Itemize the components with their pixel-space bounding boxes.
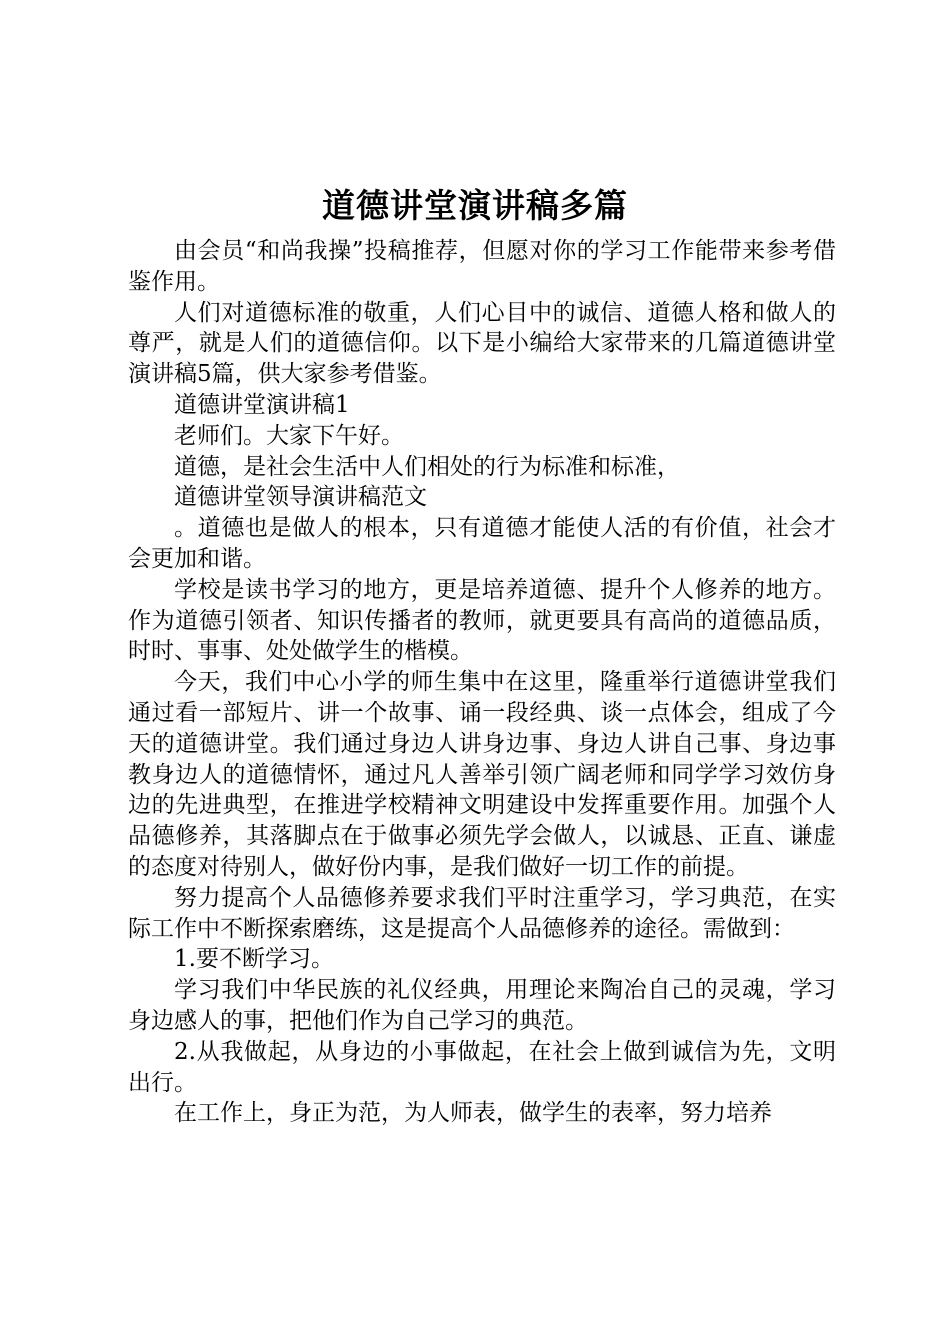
document-title: 道德讲堂演讲稿多篇 — [322, 186, 628, 225]
paragraph: 努力提高个人品德修养要求我们平时注重学习，学习典范，在实际工作中不断探索磨练，这是提高个人品德修养的途径。需做到： — [128, 884, 836, 942]
section-heading: 道德讲堂演讲稿1 — [174, 391, 350, 418]
paragraph: 学校是读书学习的地方，更是培养道德、提升个人修养的地方。作为道德引领者、知识传播者的教师，就更要具有高尚的道德品质，时时、事事、处处做学生的楷模。 — [128, 576, 836, 665]
paragraph: 学习我们中华民族的礼仪经典，用理论来陶冶自己的灵魂，学习身边感人的事，把他们作为自己学习的典范。 — [128, 977, 836, 1034]
paragraph: 道德讲堂领导演讲稿范文 — [174, 484, 427, 511]
paragraph: 老师们。大家下午好。 — [174, 422, 404, 449]
list-item: 1.要不断学习。 — [174, 946, 334, 973]
paragraph: 。道德也是做人的根本，只有道德才能使人活的有价值，社会才会更加和谐。 — [128, 515, 836, 572]
paragraph: 人们对道德标准的敬重，人们心目中的诚信、道德人格和做人的尊严，就是人们的道德信仰。以下是小编给大家带来的几篇道德讲堂演讲稿5篇，供大家参考借鉴。 — [128, 299, 836, 388]
paragraph-intro: 由会员“和尚我操”投稿推荐，但愿对你的学习工作能带来参考借鉴作用。 — [128, 238, 836, 295]
list-item: 2.从我做起，从身边的小事做起，在社会上做到诚信为先，文明出行。 — [128, 1038, 836, 1096]
paragraph: 道德，是社会生活中人们相处的行为标准和标准， — [174, 453, 680, 480]
paragraph: 今天，我们中心小学的师生集中在这里，隆重举行道德讲堂我们通过看一部短片、讲一个故事、诵一段经典、谈一点体会，组成了今天的道德讲堂。我们通过身边人讲身边事、身边人讲自己事、身边事教身边人的道德情怀，通过凡人善举引领广阔老师和同学学习效仿身边的先进典型，在推进学校精神文明建设中发挥重要作用。加强个人品德修养，其落脚点在于做事必须先学会做人，以诚恳、正直、谦虚的态度对待别人，做好份内事，是我们做好一切工作的前提。 — [128, 669, 836, 880]
paragraph: 在工作上，身正为范，为人师表，做学生的表率，努力培养 — [174, 1100, 772, 1127]
document-body — [128, 236, 836, 1129]
